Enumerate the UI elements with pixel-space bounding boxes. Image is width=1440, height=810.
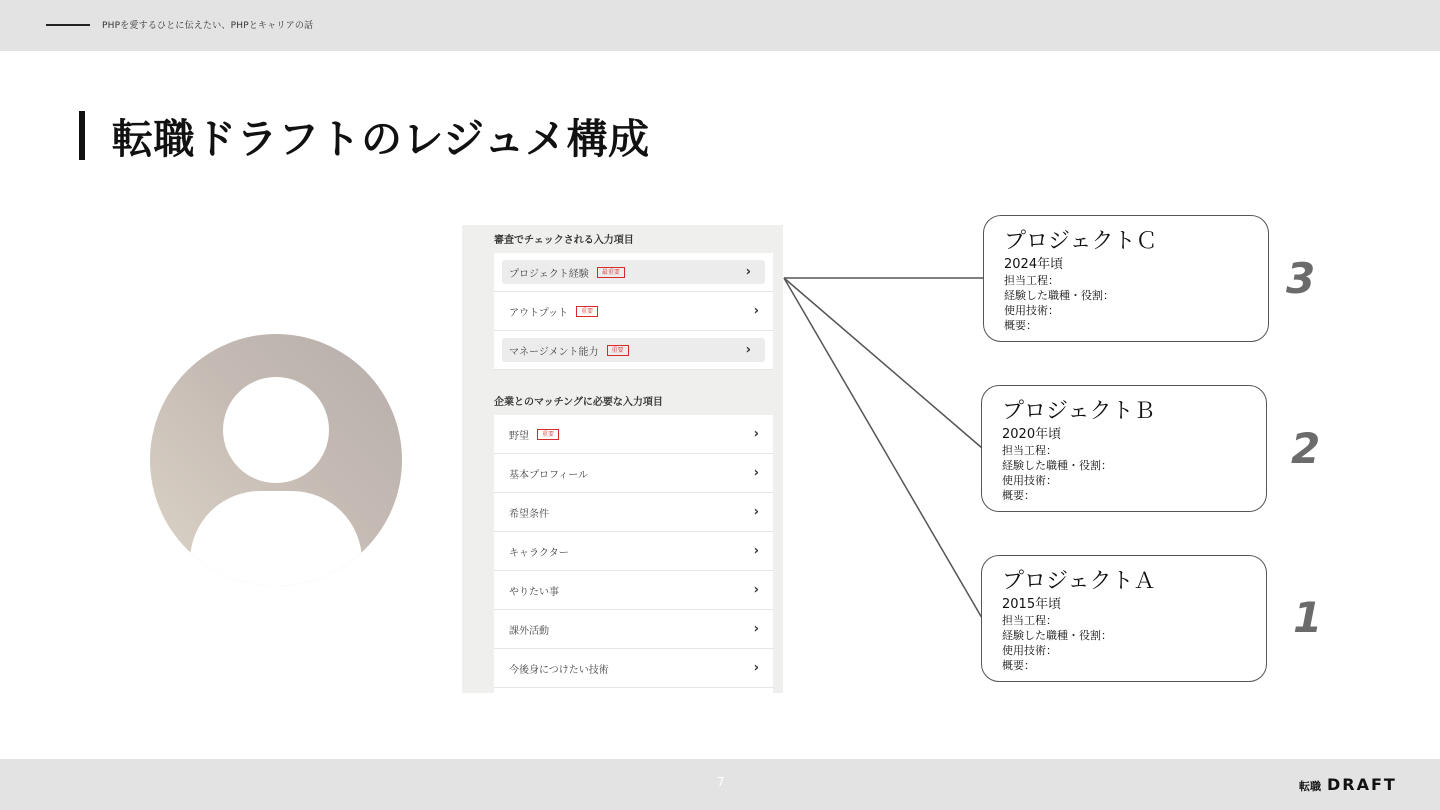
list-item-label: 課外活動 — [509, 625, 549, 637]
list-item-label: 野望 — [509, 430, 529, 442]
project-field: 使用技術： — [1002, 644, 1057, 657]
importance-badge: 重要 — [576, 306, 598, 317]
project-field: 概要： — [1002, 659, 1035, 672]
list-item-project-experience[interactable] — [494, 253, 773, 292]
list-item-label: 希望条件 — [509, 508, 549, 520]
project-field: 概要： — [1004, 319, 1037, 332]
avatar-icon — [150, 334, 402, 586]
list-item-future-skills[interactable] — [494, 649, 773, 688]
chevron-right-icon: › — [753, 465, 759, 481]
list-item-management[interactable] — [494, 331, 773, 370]
list-item-character[interactable] — [494, 532, 773, 571]
project-year: 2020年頃 — [1002, 427, 1062, 442]
project-name: プロジェクトＣ — [1004, 229, 1158, 254]
avatar-head — [223, 377, 329, 483]
list-item-basic-profile[interactable] — [494, 454, 773, 493]
project-card-b — [981, 385, 1267, 512]
chevron-right-icon: › — [745, 264, 751, 280]
list-item-desired-conditions[interactable] — [494, 493, 773, 532]
avatar-body — [190, 491, 362, 586]
project-number: 3 — [1286, 254, 1316, 303]
list-item-ambition[interactable] — [494, 415, 773, 454]
project-card-a — [981, 555, 1267, 682]
chevron-right-icon: › — [753, 660, 759, 676]
list-item-label: アウトプット — [509, 307, 568, 319]
project-field: 経験した職種・役割： — [1004, 289, 1114, 302]
importance-badge: 重要 — [607, 345, 629, 356]
list-item-extracurricular[interactable] — [494, 610, 773, 649]
chevron-right-icon: › — [753, 582, 759, 598]
title-accent-bar — [79, 111, 85, 160]
project-name: プロジェクトＢ — [1002, 399, 1156, 424]
section-heading-matching: 企業とのマッチングに必要な入力項目 — [494, 397, 663, 408]
list-item-label: キャラクター — [509, 547, 569, 559]
brand-logo — [1299, 775, 1397, 794]
project-card-c — [983, 215, 1269, 342]
project-field: 担当工程： — [1002, 444, 1057, 457]
chevron-right-icon: › — [745, 342, 751, 358]
project-number: 2 — [1291, 424, 1321, 473]
header-subtitle: PHPを愛するひとに伝えたい、PHPとキャリアの話 — [102, 21, 314, 31]
page-title: 転職ドラフトのレジュメ構成 — [112, 115, 650, 163]
project-year: 2015年頃 — [1002, 597, 1062, 612]
chevron-right-icon: › — [753, 621, 759, 637]
logo-prefix: 転職 — [1299, 780, 1321, 793]
project-name: プロジェクトＡ — [1002, 569, 1156, 594]
review-items-list — [494, 253, 773, 370]
header-rule — [46, 24, 90, 26]
chevron-right-icon: › — [753, 543, 759, 559]
list-item-what-to-do[interactable] — [494, 571, 773, 610]
project-year: 2024年頃 — [1004, 257, 1064, 272]
section-heading-review: 審査でチェックされる入力項目 — [494, 235, 634, 246]
list-item-label: やりたい事 — [509, 586, 559, 598]
project-number: 1 — [1293, 593, 1323, 642]
project-field: 担当工程： — [1004, 274, 1059, 287]
importance-badge: 最重要 — [597, 267, 625, 278]
project-field: 経験した職種・役割： — [1002, 459, 1112, 472]
importance-badge: 重要 — [537, 429, 559, 440]
project-field: 使用技術： — [1002, 474, 1057, 487]
chevron-right-icon: › — [753, 504, 759, 520]
list-item-label: 今後身につけたい技術 — [509, 664, 609, 676]
connector-line-a — [784, 278, 982, 618]
list-item-label: プロジェクト経験 — [509, 268, 589, 280]
list-item-label: マネージメント能力 — [509, 346, 599, 358]
project-field: 概要： — [1002, 489, 1035, 502]
chevron-right-icon: › — [753, 303, 759, 319]
project-field: 経験した職種・役割： — [1002, 629, 1112, 642]
list-item-label: 基本プロフィール — [509, 469, 588, 481]
project-field: 担当工程： — [1002, 614, 1057, 627]
page-number: 7 — [717, 775, 725, 789]
resume-form-panel — [462, 225, 783, 693]
chevron-right-icon: › — [753, 426, 759, 442]
connector-line-b — [784, 278, 982, 448]
list-item-partial — [494, 688, 773, 693]
list-item-output[interactable] — [494, 292, 773, 331]
project-field: 使用技術： — [1004, 304, 1059, 317]
matching-items-list — [494, 415, 773, 693]
logo-word: DRAFT — [1327, 775, 1397, 794]
